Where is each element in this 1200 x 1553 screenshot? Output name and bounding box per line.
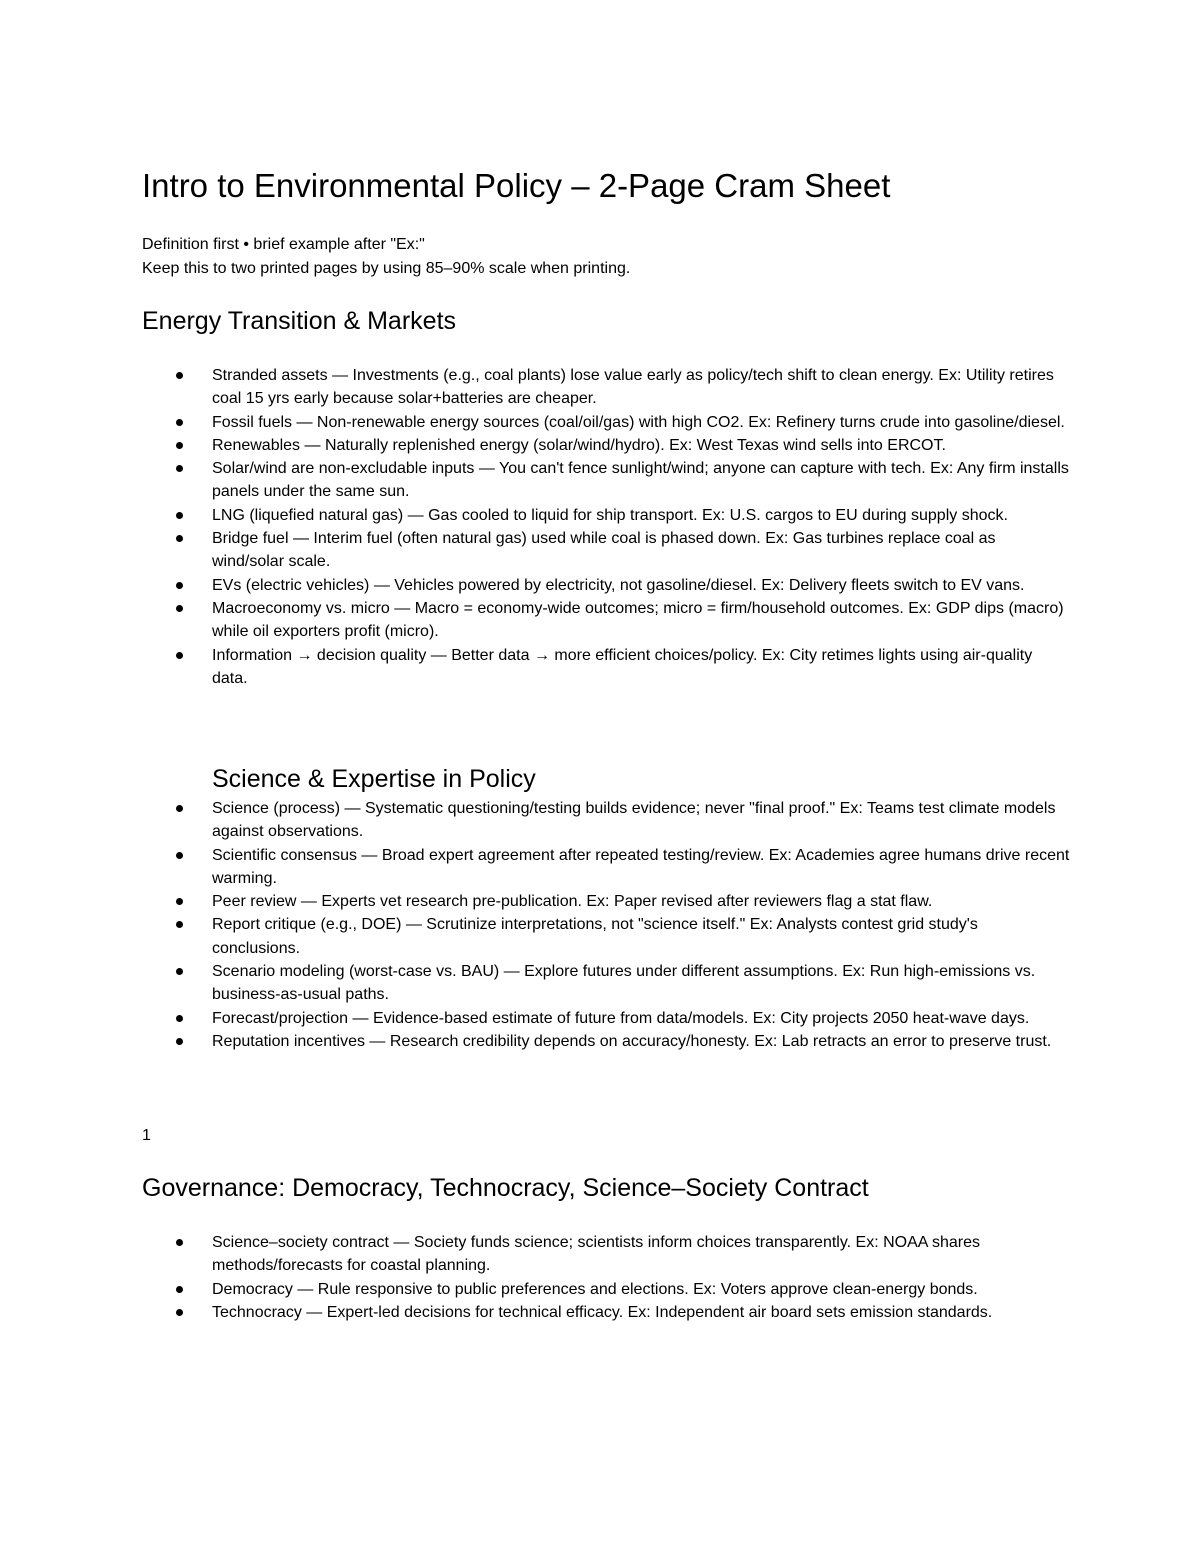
science-bullet-list — [170, 797, 1070, 1053]
list-item: Fossil fuels — Non-renewable energy sources (coal/oil/gas) with high CO2. Ex: Refinery turns crude into gasoline/diesel. — [170, 411, 1070, 434]
subtitle-line-1: Definition first • brief example after "Ex:" — [142, 236, 425, 253]
list-item: Forecast/projection — Evidence-based estimate of future from data/models. Ex: City projects 2050 heat-wave days. — [170, 1007, 1070, 1030]
page-number: 1 — [142, 1127, 151, 1144]
list-item: Technocracy — Expert-led decisions for technical efficacy. Ex: Independent air board sets emission standards. — [170, 1301, 1070, 1324]
subtitle-line-2: Keep this to two printed pages by using 85–90% scale when printing. — [142, 260, 631, 277]
list-item: Macroeconomy vs. micro — Macro = economy-wide outcomes; micro = firm/household outcomes. Ex: GDP dips (macro) while oil exporters profit (micro). — [170, 597, 1070, 644]
list-item: Information → decision quality — Better data → more efficient choices/policy. Ex: City retimes lights using air-quality data. — [170, 644, 1070, 691]
document-title: Intro to Environmental Policy – 2-Page Cram Sheet — [142, 167, 891, 204]
list-item: EVs (electric vehicles) — Vehicles powered by electricity, not gasoline/diesel. Ex: Delivery fleets switch to EV vans. — [170, 574, 1070, 597]
list-item: Stranded assets — Investments (e.g., coal plants) lose value early as policy/tech shift to clean energy. Ex: Utility retires coal 15 yrs early because solar+batteries are cheaper. — [170, 364, 1070, 411]
list-item: Scenario modeling (worst-case vs. BAU) — Explore futures under different assumptions. Ex: Run high-emissions vs. business-as-usual paths. — [170, 960, 1070, 1007]
list-item: Solar/wind are non-excludable inputs — You can't fence sunlight/wind; anyone can capture with tech. Ex: Any firm installs panels under the same sun. — [170, 457, 1070, 504]
section-heading-governance: Governance: Democracy, Technocracy, Science–Society Contract — [142, 1174, 869, 1202]
list-item: Science (process) — Systematic questioning/testing builds evidence; never "final proof." Ex: Teams test climate models against observations. — [170, 797, 1070, 844]
list-item: Democracy — Rule responsive to public preferences and elections. Ex: Voters approve clean-energy bonds. — [170, 1278, 1070, 1301]
list-item: LNG (liquefied natural gas) — Gas cooled to liquid for ship transport. Ex: U.S. cargos to EU during supply shock. — [170, 504, 1070, 527]
list-item: Renewables — Naturally replenished energy (solar/wind/hydro). Ex: West Texas wind sells into ERCOT. — [170, 434, 1070, 457]
governance-bullet-list — [170, 1231, 1070, 1324]
list-item: Scientific consensus — Broad expert agreement after repeated testing/review. Ex: Academies agree humans drive recent warming. — [170, 844, 1070, 891]
section-heading-energy: Energy Transition & Markets — [142, 307, 457, 335]
list-item: Science–society contract — Society funds science; scientists inform choices transparently. Ex: NOAA shares methods/forecasts for coastal planning. — [170, 1231, 1070, 1278]
section-heading-science: Science & Expertise in Policy — [212, 765, 536, 793]
list-item: Bridge fuel — Interim fuel (often natural gas) used while coal is phased down. Ex: Gas turbines replace coal as wind/solar scale. — [170, 527, 1070, 574]
energy-bullet-list — [170, 364, 1070, 690]
list-item: Peer review — Experts vet research pre-publication. Ex: Paper revised after reviewers flag a stat flaw. — [170, 890, 1070, 913]
list-item: Report critique (e.g., DOE) — Scrutinize interpretations, not "science itself." Ex: Analysts contest grid study's conclusions. — [170, 913, 1070, 960]
list-item: Reputation incentives — Research credibility depends on accuracy/honesty. Ex: Lab retracts an error to preserve trust. — [170, 1030, 1070, 1053]
